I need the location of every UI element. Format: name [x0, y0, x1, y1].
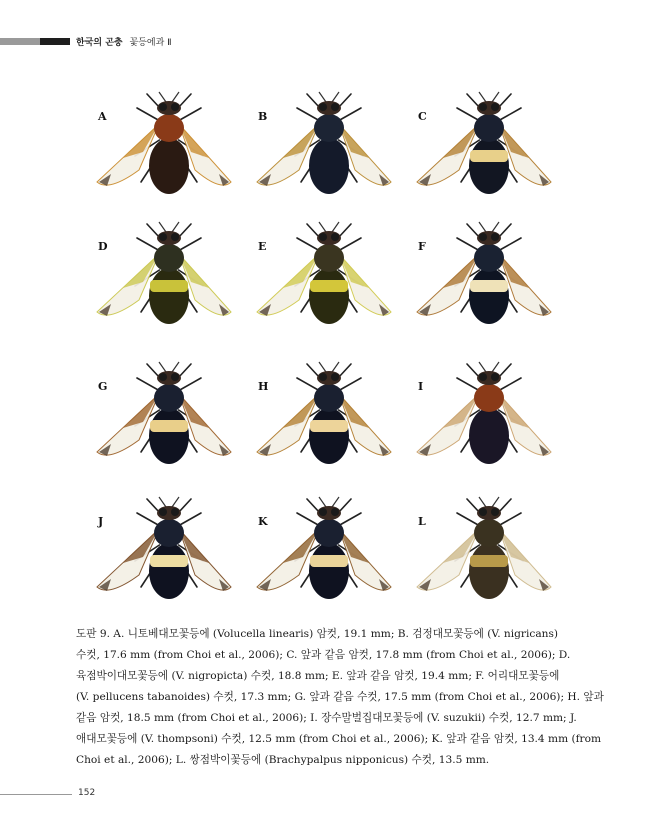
hoverfly-specimen-image — [404, 495, 554, 613]
caption-line: 수컷, 17.6 mm (from Choi et al., 2006); C. 앞과 같음 암컷, 17.8 mm (from Choi et al., 2006); D. — [76, 649, 571, 661]
hoverfly-specimen-image — [84, 220, 234, 338]
hoverfly-specimen-image — [404, 360, 554, 478]
hoverfly-specimen-image — [84, 90, 234, 208]
page-number: 152 — [78, 788, 96, 798]
caption-line: 도판 9. A. 니토베대모꽃등에 (Volucella linearis) 암컷, 19.1 mm; B. 검정대모꽃등에 (V. nigricans) — [76, 628, 559, 640]
panel-h — [244, 360, 394, 478]
panel-label: A — [98, 110, 107, 123]
panel-a — [84, 90, 234, 208]
hoverfly-specimen-image — [244, 495, 394, 613]
panel-label: D — [98, 240, 108, 253]
header-bar-black — [40, 38, 70, 45]
specimen-plate — [84, 90, 554, 610]
panel-label: F — [418, 240, 426, 253]
hoverfly-specimen-image — [84, 360, 234, 478]
caption-line: 같음 암컷, 18.5 mm (from Choi et al., 2006); I. 장수말벌집대모꽃등에 (V. suzukii) 수컷, 12.7 mm; J. — [76, 712, 577, 724]
caption-line: 육점박이대모꽃등에 (V. nigropicta) 수컷, 18.8 mm; E. 앞과 같음 암컷, 19.4 mm; F. 어리대모꽃등에 — [76, 670, 560, 682]
section-title: 꽃등에과 Ⅱ — [129, 38, 172, 48]
panel-l — [404, 495, 554, 613]
caption-line: 애대모꽃등에 (V. thompsoni) 수컷, 12.5 mm (from Choi et al., 2006); K. 앞과 같음 암컷, 13.4 mm (from — [76, 733, 602, 745]
panel-f — [404, 220, 554, 338]
hoverfly-specimen-image — [244, 360, 394, 478]
panel-label: J — [98, 515, 104, 528]
hoverfly-specimen-image — [244, 90, 394, 208]
hoverfly-specimen-image — [84, 495, 234, 613]
book-title: 한국의 곤충 — [76, 38, 123, 48]
panel-label: K — [258, 515, 268, 528]
caption-line: Choi et al., 2006); L. 쌍점박이꽃등에 (Brachypalpus nipponicus) 수컷, 13.5 mm. — [76, 754, 490, 766]
caption-line: (V. pellucens tabanoides) 수컷, 17.3 mm; G. 앞과 같음 수컷, 17.5 mm (from Choi et al., 2006); H. 앞과 — [76, 691, 604, 703]
figure-caption — [76, 624, 604, 771]
panel-k — [244, 495, 394, 613]
panel-label: I — [418, 380, 424, 393]
running-header — [76, 35, 172, 48]
panel-i — [404, 360, 554, 478]
hoverfly-specimen-image — [244, 220, 394, 338]
panel-j — [84, 495, 234, 613]
header-bar-grey — [0, 38, 40, 45]
panel-label: E — [258, 240, 267, 253]
panel-label: H — [258, 380, 269, 393]
panel-d — [84, 220, 234, 338]
hoverfly-specimen-image — [404, 90, 554, 208]
panel-e — [244, 220, 394, 338]
panel-label: L — [418, 515, 426, 528]
hoverfly-specimen-image — [404, 220, 554, 338]
footer-rule — [0, 794, 72, 795]
panel-g — [84, 360, 234, 478]
panel-label: B — [258, 110, 268, 123]
panel-b — [244, 90, 394, 208]
panel-label: G — [98, 380, 108, 393]
panel-c — [404, 90, 554, 208]
panel-label: C — [418, 110, 427, 123]
